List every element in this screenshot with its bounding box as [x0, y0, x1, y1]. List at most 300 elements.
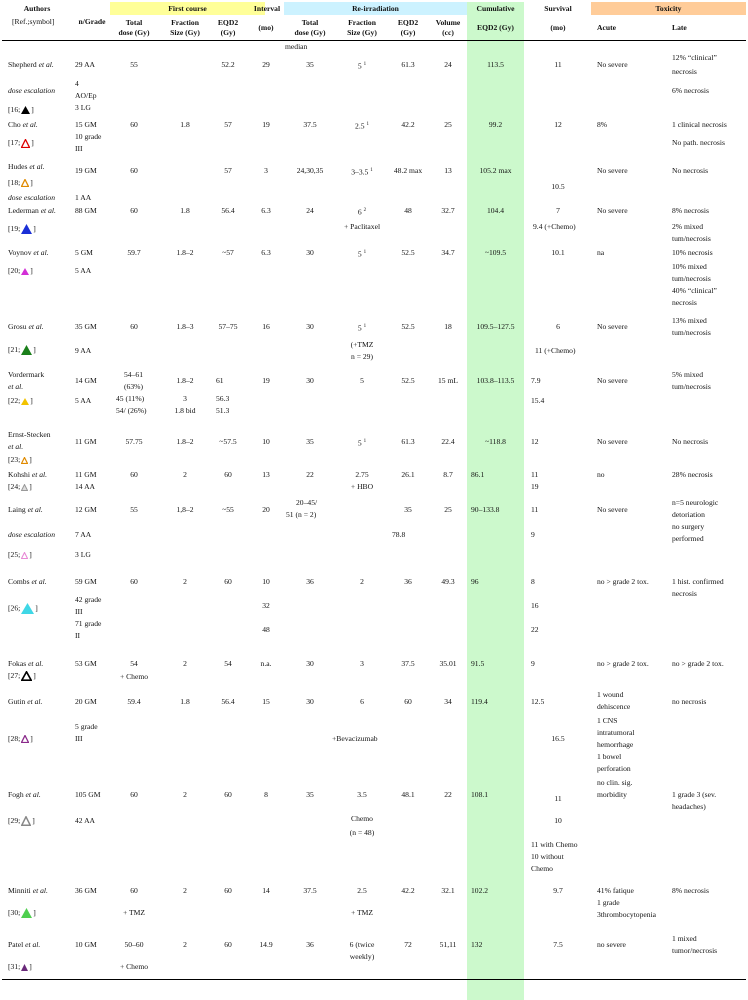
table-cell: no surgery: [672, 522, 705, 531]
table-cell: 45 (11%): [116, 394, 145, 403]
table-cell: + Chemo: [119, 962, 149, 971]
table-cell: Combs: [8, 577, 30, 586]
table-cell: 50–60: [124, 940, 144, 949]
table-cell: 57: [224, 120, 232, 129]
table-cell: 15 mL: [437, 376, 459, 385]
table-cell: 19: [531, 482, 539, 491]
table-cell: EQD2: [217, 18, 239, 27]
table-cell: 7: [556, 206, 560, 215]
table-cell: [21;: [8, 345, 21, 354]
table-cell: 1 grade: [597, 898, 620, 907]
author-name: [8, 470, 47, 480]
table-cell: 5: [357, 323, 362, 333]
table-cell: 52.5: [401, 248, 415, 257]
header-fraction-size: [160, 18, 210, 38]
table-cell: 48: [404, 206, 412, 215]
table-cell: 2.75: [355, 470, 369, 479]
table-cell: 56.4: [221, 697, 235, 706]
table-cell: et al.: [40, 206, 56, 215]
table-cell: 10: [262, 437, 270, 446]
late: 12% “clinical”: [672, 53, 717, 62]
triangle-magenta-icon: [21, 268, 29, 275]
table-cell: 14.9: [259, 940, 273, 949]
table-cell: + Chemo: [119, 672, 149, 681]
table-cell: 22.4: [441, 437, 455, 446]
median-note: median: [285, 42, 308, 51]
triangle-blue-icon: [21, 224, 32, 234]
table-cell: 12.5: [531, 697, 545, 706]
table-cell: 28% necrosis: [672, 470, 713, 479]
table-cell: et al.: [25, 940, 41, 949]
table-cell: hemorrhage: [597, 740, 634, 749]
table-cell: Minniti: [8, 886, 31, 895]
reference: [8, 266, 33, 276]
table-cell: ]: [31, 138, 34, 147]
table-cell: 22: [531, 625, 539, 634]
header-survival-mo: (mo): [550, 23, 566, 32]
table-cell: necrosis: [672, 298, 697, 307]
table-cell: 48.1: [401, 790, 415, 799]
table-cell: (n = 48): [349, 828, 375, 837]
author-name: [8, 206, 56, 216]
table-cell: No path. necrosis: [672, 138, 725, 147]
reference: [8, 962, 32, 972]
re-total: 35: [306, 60, 314, 69]
table-cell: 2: [183, 470, 187, 479]
table-cell: ]: [29, 962, 32, 971]
table-cell: no necrosis: [672, 697, 707, 706]
table-cell: 105.2 max: [479, 166, 512, 175]
table-cell: 3.5: [357, 790, 367, 799]
table-cell: 37.5: [303, 886, 317, 895]
table-cell: 2.5: [355, 121, 365, 131]
table-cell: [23;: [8, 455, 21, 464]
table-cell: 2: [183, 577, 187, 586]
table-cell: 8%: [597, 120, 608, 129]
table-cell: 10 grade: [75, 132, 102, 141]
table-cell: 11: [531, 470, 539, 479]
table-cell: tum/necrosis: [672, 328, 711, 337]
reference: [8, 455, 32, 465]
table-cell: 11 GM: [75, 437, 97, 446]
table-cell: 2.5: [357, 886, 367, 895]
triangle-black-outline-large-icon: [21, 671, 32, 681]
table-cell: 1 grade 3 (sev.: [672, 790, 717, 799]
table-cell: 1.8–2: [176, 248, 194, 257]
table-cell: 54/ (26%): [116, 406, 147, 415]
table-cell: et al.: [25, 790, 41, 799]
table-cell: ]: [30, 396, 33, 405]
table-cell: 25: [444, 505, 452, 514]
table-cell: 52.5: [401, 376, 415, 385]
table-cell: [20;: [8, 266, 21, 275]
table-cell: 60: [224, 790, 232, 799]
re-eqd2: 61.3: [401, 60, 415, 69]
table-cell: 2: [183, 940, 187, 949]
table-cell: 86.1: [471, 470, 485, 479]
table-cell: [336, 248, 388, 260]
table-cell: 30: [306, 248, 314, 257]
table-cell: 9.4 (+Chemo): [533, 222, 576, 231]
table-cell: 12 GM: [75, 505, 97, 514]
table-cell: 35.01: [439, 659, 457, 668]
table-cell: n.a.: [260, 659, 272, 668]
table-cell: 14 GM: [75, 376, 97, 385]
table-cell: detoriation: [672, 510, 705, 519]
table-cell: dose (Gy): [118, 28, 150, 37]
author-name: [8, 940, 40, 950]
table-cell: 48: [262, 625, 270, 634]
table-cell: 8.7: [443, 470, 453, 479]
table-cell: [28;: [8, 734, 21, 743]
table-cell: 2: [183, 790, 187, 799]
table-cell: 30: [306, 376, 314, 385]
table-cell: 42 AA: [75, 816, 96, 825]
table-cell: 5 AA: [75, 266, 92, 275]
triangle-grey-small-icon: [21, 484, 28, 491]
table-cell: 1: [363, 439, 367, 444]
table-cell: No severe: [597, 376, 628, 385]
table-cell: Cho: [8, 120, 21, 129]
header-ref-symbol: [Ref.;symbol]: [12, 17, 55, 26]
table-cell: 34.7: [441, 248, 455, 257]
re-fraction: [336, 60, 388, 72]
table-cell: [336, 206, 388, 218]
table-cell: et al.: [27, 505, 43, 514]
table-cell: 15: [262, 697, 270, 706]
triangle-yellow-icon: [21, 398, 29, 405]
table-cell: ]: [29, 455, 32, 464]
table-cell: 78.8: [392, 530, 406, 539]
table-cell: no > grade 2 tox.: [597, 659, 649, 668]
table-cell: dose escalation: [8, 530, 56, 539]
reference: [8, 603, 38, 614]
table-cell: 54: [130, 659, 138, 668]
table-cell: [24;: [8, 482, 21, 491]
table-cell: 1.8: [180, 697, 190, 706]
reference: [8, 345, 36, 355]
acute: No severe: [597, 60, 628, 69]
table-cell: 1.8–2: [176, 437, 194, 446]
table-cell: + TMZ: [122, 908, 146, 917]
table-cell: Total: [301, 18, 319, 27]
table-cell: 16: [531, 601, 539, 610]
triangle-grey-outline-large-icon: [21, 816, 31, 826]
table-cell: 54–61: [124, 370, 143, 379]
table-cell: 9: [531, 659, 535, 668]
table-cell: 56.3: [216, 394, 230, 403]
table-cell: 8: [531, 577, 535, 586]
table-cell: No severe: [597, 206, 628, 215]
table-cell: 10.1: [551, 248, 565, 257]
header-total-dose: [110, 18, 158, 38]
table-cell: ]: [30, 734, 33, 743]
table-cell: ]: [32, 816, 35, 825]
table-cell: Fraction: [171, 18, 199, 27]
table-cell: 61.3: [401, 437, 415, 446]
table-cell: No severe: [597, 322, 628, 331]
table-cell: 11 GM: [75, 470, 97, 479]
table-cell: no: [597, 470, 605, 479]
volume: 24: [444, 60, 452, 69]
table-cell: 49.3: [441, 577, 455, 586]
table-cell: 11: [554, 794, 562, 803]
table-cell: 35: [306, 790, 314, 799]
table-cell: n = 29): [351, 352, 373, 361]
table-cell: 22: [306, 470, 314, 479]
table-cell: 3–3.5: [351, 167, 369, 177]
table-cell: [22;: [8, 396, 21, 405]
header-toxicity: Toxicity: [655, 4, 682, 13]
table-cell: 2: [183, 659, 187, 668]
table-cell: 60: [130, 577, 138, 586]
reference: [8, 224, 36, 234]
table-cell: Grosu: [8, 322, 27, 331]
table-cell: Patel: [8, 940, 24, 949]
reference: [8, 178, 33, 188]
table-cell: 6: [556, 322, 560, 331]
table-cell: 2: [183, 886, 187, 895]
table-cell: 10% necrosis: [672, 248, 713, 257]
table-cell: 88 GM: [75, 206, 97, 215]
table-cell: 25: [444, 120, 452, 129]
header-volume: [428, 18, 468, 38]
table-cell: 20–45/: [296, 498, 318, 507]
table-cell: ]: [30, 266, 33, 275]
author-name: [8, 60, 54, 70]
header-acute: Acute: [597, 23, 616, 32]
author-name: [8, 248, 49, 258]
table-cell: 14 AA: [75, 482, 96, 491]
table-cell: ~109.5: [484, 248, 507, 257]
author-name: [8, 886, 48, 896]
table-cell: 19: [262, 120, 270, 129]
table-cell: 10: [554, 816, 562, 825]
table-cell: No severe: [597, 166, 628, 175]
table-cell: 1 bowel: [597, 752, 622, 761]
table-cell: 119.4: [471, 697, 488, 706]
reference: [8, 482, 32, 492]
n-grade: 29 AA: [75, 60, 96, 69]
table-cell: Size (Gy): [347, 28, 377, 37]
table-cell: 41% fatique: [597, 886, 634, 895]
table-cell: 60: [224, 470, 232, 479]
table-cell: [336, 322, 388, 334]
reference: [8, 816, 35, 826]
table-cell: 6: [357, 207, 362, 217]
table-cell: 10 without: [531, 852, 564, 861]
table-cell: 15.4: [531, 396, 545, 405]
author-name: [8, 790, 41, 800]
header-eqd2: [208, 18, 248, 38]
table-cell: 9 AA: [75, 346, 92, 355]
table-cell: 1 clinical necrosis: [672, 120, 727, 129]
table-cell: 1.8 bid: [174, 406, 196, 415]
table-cell: 32.1: [441, 886, 455, 895]
table-cell: 1: [363, 324, 367, 329]
table-cell: 104.4: [486, 206, 505, 215]
author-name: Vordermark: [8, 370, 45, 379]
table-cell: 6.3: [261, 248, 271, 257]
triangle-red-outline-icon: [21, 139, 30, 148]
table-cell: 5 AA: [75, 396, 92, 405]
table-cell: No severe: [597, 505, 628, 514]
table-cell: 52.5: [401, 322, 415, 331]
table-cell: 3: [360, 659, 364, 668]
reference: [8, 908, 36, 918]
table-cell: 1: [370, 168, 373, 173]
table-cell: 2: [360, 577, 364, 586]
table-cell: 51.3: [216, 406, 230, 415]
table-cell: [18;: [8, 178, 21, 187]
table-cell: 59 GM: [75, 577, 97, 586]
table-cell: 22: [444, 790, 452, 799]
table-cell: 13% mixed: [672, 316, 707, 325]
table-cell: performed: [672, 534, 704, 543]
table-cell: 1 hist. confirmed: [672, 577, 724, 586]
n-grade: 4: [75, 79, 79, 88]
table-cell: No necrosis: [672, 437, 709, 446]
reference: [8, 138, 34, 148]
dose-escalation-note: dose escalation: [8, 86, 56, 95]
table-cell: no > grade 2 tox.: [672, 659, 724, 668]
table-cell: II: [75, 631, 81, 640]
table-cell: 36: [306, 577, 314, 586]
survival: 11: [554, 60, 562, 69]
table-cell: dehiscence: [597, 702, 631, 711]
table-cell: 11 with Chemo: [531, 840, 578, 849]
table-cell: 60: [404, 697, 412, 706]
table-cell: et al.: [31, 577, 47, 586]
table-cell: 15 GM: [75, 120, 97, 129]
table-cell: 5 GM: [75, 248, 93, 257]
header-authors: Authors: [23, 4, 51, 13]
table-cell: 60: [130, 322, 138, 331]
table-cell: 2% mixed: [672, 222, 704, 231]
table-cell: et al.: [33, 248, 49, 257]
table-cell: 108.1: [471, 790, 489, 799]
table-cell: 9: [531, 530, 535, 539]
table-cell: ~55: [222, 505, 234, 514]
table-cell: 13: [444, 166, 452, 175]
table-cell: 1.8: [180, 206, 190, 215]
table-cell: 35 GM: [75, 322, 97, 331]
table-cell: 10: [262, 577, 270, 586]
triangle-green-light-icon: [21, 908, 32, 918]
footer-rule: [2, 979, 746, 980]
table-cell: 42.2: [401, 886, 415, 895]
header-n-grade: n/Grade: [78, 17, 106, 26]
table-cell: No severe: [597, 437, 628, 446]
table-cell: 57: [224, 166, 232, 175]
interval: 29: [262, 60, 270, 69]
table-cell: 14: [262, 886, 270, 895]
table-cell: 1: [366, 122, 369, 127]
table-cell: 59.7: [127, 248, 141, 257]
table-cell: Kohshi: [8, 470, 30, 479]
table-cell: III: [75, 607, 83, 616]
table-cell: 59.4: [127, 697, 141, 706]
table-cell: ]: [33, 345, 36, 354]
table-cell: no clin. sig.: [597, 778, 633, 787]
table-cell: 1 AA: [75, 193, 92, 202]
table-cell: 57.75: [125, 437, 143, 446]
table-cell: dose escalation: [8, 193, 56, 202]
table-cell: no > grade 2 tox.: [597, 577, 649, 586]
table-cell: 60: [130, 790, 138, 799]
reference: [8, 396, 33, 406]
table-cell: 19 GM: [75, 166, 97, 175]
author-name: Ernst-Stecken: [8, 430, 51, 439]
table-cell: 71 grade: [75, 619, 102, 628]
table-cell: 5: [357, 249, 362, 259]
author-name: [8, 577, 47, 587]
table-cell: 102.2: [471, 886, 489, 895]
table-cell: 103.8–113.5: [476, 376, 515, 385]
table-cell: 5: [357, 61, 362, 71]
table-cell: weekly): [349, 952, 375, 961]
table-cell: [19;: [8, 224, 21, 233]
table-cell: et al.: [27, 697, 43, 706]
table-cell: et al.: [38, 60, 54, 69]
table-cell: tum/necrosis: [672, 274, 711, 283]
table-cell: 51 (n = 2): [286, 510, 317, 519]
table-cell: Hudes: [8, 162, 28, 171]
header-re-fraction-size: [336, 18, 388, 38]
table-cell: headaches): [672, 802, 706, 811]
table-cell: 16: [262, 322, 270, 331]
header-reirradiation: Re-irradiation: [352, 4, 399, 13]
header-interval: Interval: [253, 4, 281, 13]
table-cell: ]: [33, 224, 36, 233]
table-cell: 60: [130, 166, 138, 175]
table-cell: 8: [264, 790, 268, 799]
table-cell: tumor/necrosis: [672, 946, 718, 955]
table-cell: 6 (twice: [349, 940, 375, 949]
cumulative-eqd2: 113.5: [487, 60, 504, 69]
table-cell: 7.9: [531, 376, 541, 385]
table-cell: 40% “clinical”: [672, 286, 717, 295]
table-cell: ]: [31, 105, 34, 114]
table-cell: no severe: [597, 940, 626, 949]
reference: [8, 671, 36, 681]
table-cell: [16;: [8, 105, 21, 114]
header-re-eqd2: [388, 18, 428, 38]
table-cell: 1: [363, 62, 367, 67]
table-cell: (Gy): [400, 28, 416, 37]
triangle-orange-outline-icon: [21, 179, 29, 187]
header-first-course: First course: [168, 4, 207, 13]
table-cell: [336, 437, 388, 449]
table-cell: et al.: [31, 470, 48, 479]
table-cell: 1.8: [180, 120, 190, 129]
table-cell: [26;: [8, 603, 21, 613]
header-survival: Survival: [544, 4, 572, 13]
triangle-cyan-icon: [21, 603, 34, 614]
table-cell: necrosis: [672, 589, 697, 598]
table-cell: Size (Gy): [170, 28, 200, 37]
table-cell: (cc): [442, 28, 454, 37]
triangle-orange-small-icon: [21, 457, 28, 464]
author-name: [8, 505, 43, 515]
table-cell: Fogh: [8, 790, 24, 799]
table-cell: No necrosis: [672, 166, 709, 175]
total-dose: 55: [130, 60, 138, 69]
table-cell: 60: [224, 577, 232, 586]
header-rule: [2, 40, 746, 41]
table-cell: 1 mixed: [672, 934, 697, 943]
table-cell: 32: [262, 601, 270, 610]
